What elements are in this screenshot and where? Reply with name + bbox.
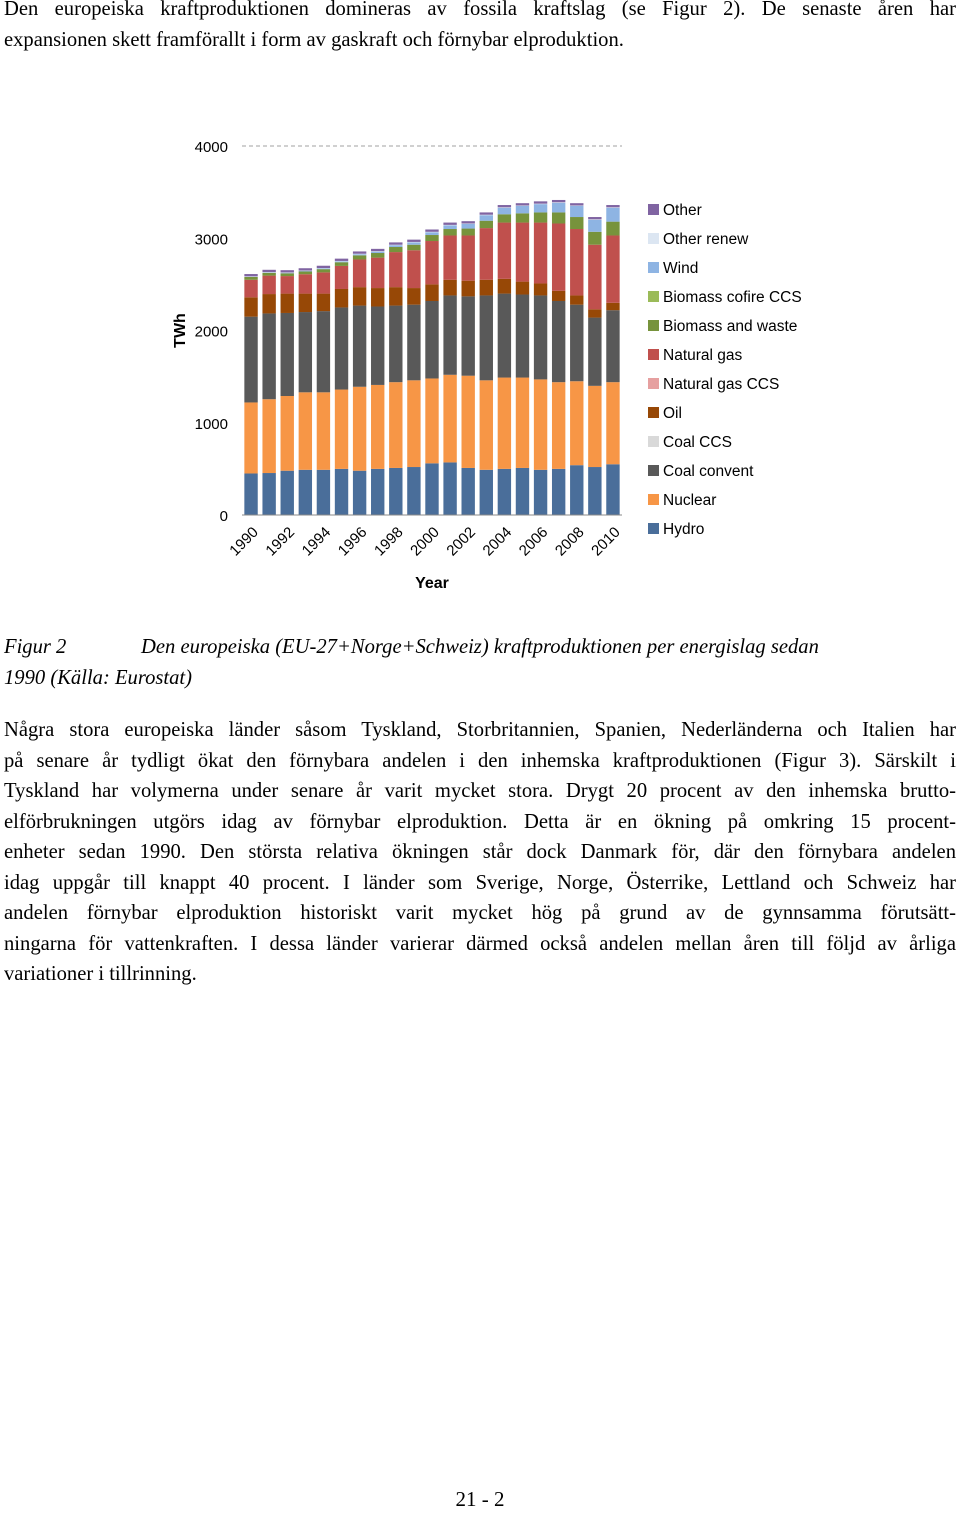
bar-segment: [335, 266, 348, 289]
bar-segment: [534, 295, 547, 379]
bar-segment: [588, 309, 601, 317]
bar-segment: [425, 232, 438, 235]
bar-segment: [462, 281, 475, 297]
bar-segment: [498, 279, 511, 294]
legend-swatch: [648, 523, 659, 534]
legend-swatch: [648, 407, 659, 418]
bar-segment: [244, 280, 257, 298]
bar-segment: [389, 252, 402, 287]
bar-segment: [299, 392, 312, 469]
bar-segment: [244, 317, 257, 403]
bar-segment: [516, 213, 529, 222]
figure-label: Figur 2: [4, 636, 67, 658]
bar-segment: [262, 294, 275, 313]
bar-segment: [498, 294, 511, 378]
bar-segment: [570, 217, 583, 229]
body-line: Tyskland har volymerna under senare år varit mycket stora. Drygt 20 procent av den inhemska brutto-: [4, 780, 956, 802]
legend-swatch: [648, 436, 659, 447]
bar-segment: [480, 280, 493, 296]
bar-segment: [588, 467, 601, 515]
bar-segment: [389, 245, 402, 247]
bar-segment: [407, 288, 420, 305]
bar-segment: [570, 206, 583, 217]
bar-segment: [407, 242, 420, 244]
bar-segment: [407, 380, 420, 467]
x-tick-label: 2010: [588, 523, 624, 560]
bar-segment: [299, 294, 312, 312]
bar-segment: [389, 242, 402, 244]
legend-swatch: [648, 494, 659, 505]
bar-segment: [606, 205, 619, 207]
bar-segment: [335, 390, 348, 469]
bar-segment: [335, 259, 348, 261]
bar-segment: [244, 297, 257, 316]
bar-segment: [516, 295, 529, 378]
y-axis-label: TWh: [172, 313, 189, 348]
bar-segment: [244, 402, 257, 473]
bar-segment: [534, 283, 547, 295]
bar-segment: [244, 473, 257, 515]
bar-segment: [588, 232, 601, 245]
bar-segment: [425, 463, 438, 515]
bar-segment: [299, 268, 312, 270]
bar-segment: [570, 295, 583, 304]
y-tick-label: 1000: [194, 415, 228, 433]
legend-swatch: [648, 378, 659, 389]
body-line: Några stora europeiska länder såsom Tyskland, Storbritannien, Spanien, Nederländerna och Italien har: [4, 719, 956, 741]
legend-label: Other: [663, 202, 702, 219]
bar-segment: [353, 255, 366, 259]
bar-segment: [281, 471, 294, 515]
body-line: andelen förnybar elproduktion historiskt varit mycket hög på grund av de gynnsamma förutsätt-: [4, 902, 956, 924]
bar-segment: [480, 228, 493, 280]
bar-segment: [443, 280, 456, 296]
bar-segment: [389, 382, 402, 468]
bar-segment: [317, 269, 330, 270]
bar-segment: [570, 305, 583, 382]
bar-segment: [371, 249, 384, 251]
body-line: idag uppgår till knappt 40 procent. I länder som Sverige, Norge, Österrike, Lettland och Schweiz har: [4, 871, 956, 894]
intro-line-1: Den europeiska kraftproduktionen domineras av fossila kraftslag (se Figur 2). De senaste åren har: [4, 0, 956, 20]
legend-label: Coal convent: [663, 463, 754, 480]
bar-segment: [588, 318, 601, 386]
bar-segment: [443, 235, 456, 279]
bar-segment: [425, 301, 438, 378]
bar-segment: [317, 311, 330, 392]
bar-segment: [281, 294, 294, 313]
bar-segment: [498, 214, 511, 222]
legend-swatch: [648, 291, 659, 302]
body-line: variationer i tillrinning.: [4, 963, 197, 985]
legend-label: Nuclear: [663, 492, 717, 509]
bar-segment: [407, 305, 420, 381]
legend-label: Other renew: [663, 231, 749, 248]
bar-segment: [534, 201, 547, 203]
bar-segment: [552, 469, 565, 515]
bar-segment: [588, 217, 601, 219]
bar-segment: [353, 251, 366, 253]
x-tick-label: 1998: [371, 523, 407, 560]
x-tick-label: 1992: [262, 523, 299, 560]
bar-segment: [498, 208, 511, 214]
body-line: på senare år tydligt ökat den förnybara andelen i den inhemska kraftproduktionen (Figur 3). Särskilt i: [4, 749, 956, 772]
bar-segment: [317, 470, 330, 515]
x-tick-label: 2008: [551, 523, 588, 560]
bar-segment: [317, 266, 330, 268]
bar-segment: [317, 272, 330, 293]
legend-label: Natural gas: [663, 347, 743, 364]
bar-segment: [353, 287, 366, 305]
bar-segment: [534, 223, 547, 284]
body-line: ningarna för vattenkraften. I dessa länder varierar därmed också andelen mellan åren till följd av årliga: [4, 932, 956, 955]
bar-segment: [353, 259, 366, 287]
bar-segment: [516, 203, 529, 205]
energy-production-chart: [160, 130, 840, 600]
bar-segment: [299, 274, 312, 293]
bar-segment: [425, 241, 438, 284]
bar-segment: [335, 289, 348, 307]
bar-segment: [552, 223, 565, 290]
bar-segment: [570, 381, 583, 465]
legend-label: Biomass and waste: [663, 318, 798, 335]
bar-segment: [371, 469, 384, 515]
bar-segment: [443, 229, 456, 235]
bar-segment: [353, 254, 366, 255]
legend-label: Biomass cofire CCS: [663, 289, 802, 306]
y-tick-label: 0: [219, 508, 228, 525]
bar-segment: [244, 277, 257, 280]
bar-segment: [552, 203, 565, 213]
body-line: enheter sedan 1990. Den största relativa ökningen står dock Danmark för, där den förnybara andelen: [4, 841, 956, 863]
bar-segment: [281, 396, 294, 471]
bar-segment: [588, 386, 601, 467]
x-tick-label: 1990: [226, 523, 262, 560]
bar-segment: [299, 470, 312, 515]
bar-segment: [534, 379, 547, 469]
bar-segment: [498, 469, 511, 515]
y-tick-label: 4000: [194, 139, 228, 156]
x-tick-label: 2004: [479, 523, 516, 560]
bar-segment: [335, 307, 348, 389]
bar-segment: [262, 270, 275, 272]
bar-segment: [371, 252, 384, 253]
bar-segment: [407, 250, 420, 288]
bar-segment: [480, 212, 493, 214]
x-tick-label: 2006: [515, 523, 552, 560]
x-tick-label: 2000: [407, 523, 443, 560]
bar-segment: [407, 467, 420, 515]
bar-segment: [570, 203, 583, 205]
bar-segment: [443, 375, 456, 463]
bar-segment: [443, 295, 456, 374]
legend-label: Wind: [663, 260, 699, 277]
legend-label: Hydro: [663, 521, 705, 538]
legend-label: Coal CCS: [663, 434, 732, 451]
bar-segment: [480, 215, 493, 221]
bar-segment: [462, 235, 475, 280]
bar-segment: [462, 221, 475, 223]
legend-swatch: [648, 320, 659, 331]
bar-segment: [281, 273, 294, 276]
bar-segment: [516, 282, 529, 295]
bar-segment: [262, 313, 275, 399]
bar-segment: [480, 221, 493, 228]
bar-segment: [371, 288, 384, 306]
bar-segment: [317, 392, 330, 469]
bar-segment: [262, 473, 275, 515]
legend-label: Oil: [663, 405, 682, 422]
intro-line-2: expansionen skett framförallt i form av gaskraft och förnybar elproduktion.: [4, 28, 624, 51]
bar-segment: [389, 247, 402, 252]
bar-segment: [534, 470, 547, 515]
bar-segment: [606, 382, 619, 464]
bar-segment: [606, 303, 619, 310]
bar-segment: [335, 261, 348, 262]
figure-caption-line-2: 1990 (Källa: Eurostat): [4, 667, 193, 689]
x-axis-label: Year: [415, 575, 449, 592]
bar-segment: [498, 223, 511, 279]
bar-segment: [516, 223, 529, 282]
body-line: elförbrukningen utgörs idag av förnybar elproduktion. Detta är en ökning på omkring 15 procent-: [4, 810, 956, 833]
bar-segment: [534, 204, 547, 212]
bar-segment: [425, 235, 438, 241]
bar-segment: [389, 287, 402, 305]
bar-segment: [299, 312, 312, 392]
bar-segment: [281, 313, 294, 396]
page-number: 21 - 2: [455, 1487, 505, 1511]
bar-segment: [462, 296, 475, 375]
bar-segment: [443, 223, 456, 225]
bar-segment: [516, 468, 529, 515]
bar-segment: [281, 276, 294, 294]
bar-segment: [425, 229, 438, 231]
bar-segment: [353, 387, 366, 471]
bar-segment: [281, 270, 294, 272]
bar-segment: [552, 200, 565, 202]
bar-segment: [371, 307, 384, 385]
intro-paragraph: [4, 0, 956, 55]
legend-swatch: [648, 349, 659, 360]
bar-segment: [516, 378, 529, 468]
bar-segment: [389, 306, 402, 383]
bar-segment: [498, 205, 511, 207]
bar-segment: [262, 276, 275, 294]
bar-segment: [588, 245, 601, 310]
legend-swatch: [648, 262, 659, 273]
bar-segment: [262, 273, 275, 276]
bar-segment: [299, 271, 312, 274]
bar-segment: [588, 220, 601, 232]
bar-segment: [389, 468, 402, 515]
bar-segment: [371, 253, 384, 258]
legend-swatch: [648, 465, 659, 476]
bar-segment: [462, 468, 475, 515]
bar-segment: [462, 224, 475, 229]
bar-segment: [606, 208, 619, 222]
bar-segment: [407, 245, 420, 251]
bar-segment: [462, 229, 475, 236]
bar-segment: [480, 470, 493, 515]
bar-segment: [606, 222, 619, 236]
bar-segment: [462, 376, 475, 468]
bar-segment: [606, 310, 619, 382]
bar-segment: [443, 462, 456, 515]
y-tick-label: 3000: [194, 231, 228, 249]
bar-segment: [371, 258, 384, 288]
legend-label: Natural gas CCS: [663, 376, 780, 393]
bar-segment: [425, 284, 438, 301]
bar-segment: [353, 306, 366, 387]
bar-segment: [498, 378, 511, 469]
legend-swatch: [648, 204, 659, 215]
bar-segment: [244, 274, 257, 276]
y-tick-label: 2000: [194, 323, 228, 341]
bar-segment: [552, 212, 565, 223]
legend-swatch: [648, 233, 659, 244]
x-tick-label: 1994: [298, 523, 335, 560]
bar-segment: [570, 465, 583, 515]
bar-segment: [407, 240, 420, 242]
body-paragraph: [4, 715, 956, 990]
bar-segment: [552, 382, 565, 469]
bar-segment: [606, 235, 619, 302]
bar-segment: [570, 229, 583, 295]
bar-segment: [353, 471, 366, 515]
bar-segment: [317, 294, 330, 312]
bar-segment: [534, 212, 547, 222]
bar-segment: [335, 262, 348, 266]
bar-segment: [516, 206, 529, 213]
x-tick-label: 2002: [443, 523, 480, 560]
bar-segment: [480, 295, 493, 380]
bar-segment: [480, 380, 493, 469]
bar-segment: [371, 385, 384, 469]
bar-segment: [262, 399, 275, 473]
x-tick-label: 1996: [334, 523, 371, 560]
bar-segment: [443, 225, 456, 229]
figure-caption: [4, 632, 956, 694]
bar-segment: [606, 464, 619, 515]
figure-caption-text: Den europeiska (EU-27+Norge+Schweiz) kraftproduktionen per energislag sedan: [141, 636, 819, 658]
bar-segment: [425, 378, 438, 463]
bar-segment: [552, 291, 565, 301]
bar-segment: [317, 269, 330, 272]
bar-segment: [335, 469, 348, 515]
bar-segment: [552, 301, 565, 382]
